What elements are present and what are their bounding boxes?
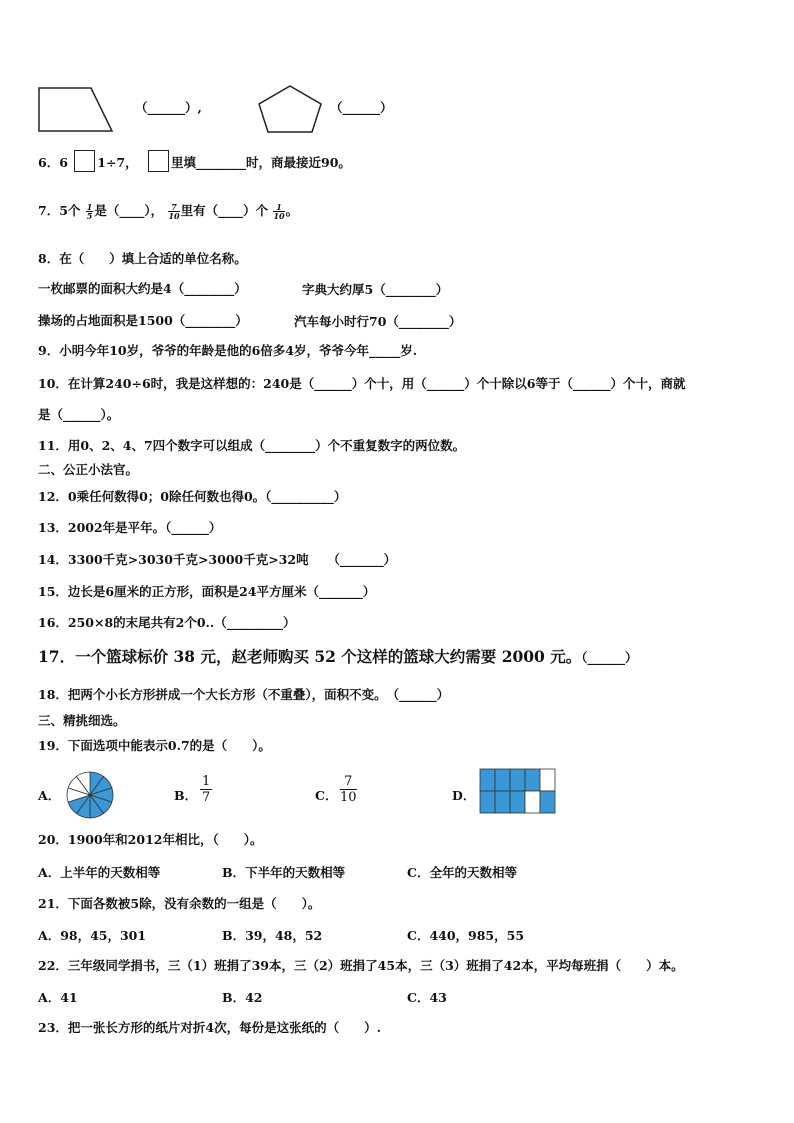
- option-b-label: B．: [174, 788, 198, 803]
- grid-cell: [525, 769, 540, 791]
- question-19: 19．下面选项中能表示0.7的是（ ）。: [38, 738, 271, 753]
- q22-option-b[interactable]: B．42: [222, 990, 263, 1005]
- grid-cell: [510, 791, 525, 813]
- section-heading-3: 三、精挑细选。: [38, 713, 126, 728]
- question-23: 23．把一张长方形的纸片对折4次，每份是这张纸的（ ）.: [38, 1020, 381, 1035]
- question-8: 8．在（ ）填上合适的单位名称。: [38, 251, 247, 266]
- pie-circle-figure: [64, 769, 116, 821]
- question-7: 7．5个 $\frac{1}{5}$ 是（____）， $\frac{7}{10}$ 里有（____）个 $\frac{1}{10}$ 。: [38, 202, 299, 221]
- grid-cell: [540, 769, 555, 791]
- question-21: 21．下面各数被5除，没有余数的一组是（ ）。: [38, 896, 321, 911]
- grid-cell: [495, 769, 510, 791]
- q5-blank-1: （______）,: [135, 100, 202, 115]
- grid-cell: [480, 791, 495, 813]
- q8-item-c: 操场的占地面积是1500（________）: [38, 313, 248, 328]
- grid-cell: [525, 791, 540, 813]
- grid-cell: [480, 769, 495, 791]
- empty-box: [148, 150, 169, 172]
- question-12: 12．0乘任何数得0；0除任何数也得0。（__________）: [38, 489, 347, 504]
- q8-item-b: 字典大约厚5（________）: [302, 282, 449, 297]
- fraction: $\frac{7}{10}$: [168, 202, 180, 221]
- question-6: 6．6 1÷7， 里填________时，商最接近90。: [38, 150, 351, 172]
- grid-cell: [510, 769, 525, 791]
- question-16: 16．250×8的末尾共有2个0..（_________）: [38, 615, 296, 630]
- question-10-line-1: 10．在计算240÷6时，我是这样想的：240是（______）个十，用（______）个十除以6等于（______）个十，商就: [38, 376, 686, 391]
- question-10-line-2: 是（______）。: [38, 407, 120, 422]
- section-heading-2: 二、公正小法官。: [38, 462, 139, 477]
- q21-option-a[interactable]: A．98，45，301: [38, 928, 147, 943]
- q8-item-d: 汽车每小时行70（________）: [294, 314, 462, 329]
- q22-option-c[interactable]: C．43: [407, 990, 447, 1005]
- fraction-one-seventh: 1 7: [202, 774, 211, 805]
- q20-option-c[interactable]: C．全年的天数相等: [407, 865, 517, 880]
- trapezoid-shape: [36, 86, 116, 134]
- question-9: 9．小明今年10岁，爷爷的年龄是他的6倍多4岁，爷爷今年_____岁.: [38, 343, 418, 358]
- fraction: $\frac{1}{5}$: [86, 202, 93, 221]
- q22-option-a[interactable]: A．41: [38, 990, 78, 1005]
- question-11: 11．用0、2、4、7四个数字可以组成（________）个不重复数字的两位数。: [38, 438, 466, 453]
- grid-figure: [479, 768, 559, 816]
- fraction: $\frac{1}{10}$: [273, 202, 285, 221]
- question-17: 17．一个篮球标价 38 元，赵老师购买 52 个这样的篮球大约需要 2000 元。（______）: [38, 647, 638, 666]
- question-20: 20．1900年和2012年相比，（ ）。: [38, 832, 263, 847]
- fraction-seven-tenths: 7 10: [340, 774, 357, 805]
- q21-option-c[interactable]: C．440，985，55: [407, 928, 525, 943]
- option-d-label: D．: [452, 788, 476, 803]
- grid-cell: [540, 791, 555, 813]
- option-a-label: A．: [38, 788, 61, 803]
- empty-box: [74, 150, 95, 172]
- grid-cell: [495, 791, 510, 813]
- question-14: 14．3300千克>3030千克>3000千克>32吨 （_______）: [38, 552, 397, 567]
- option-c-label: C．: [315, 788, 338, 803]
- q21-option-b[interactable]: B．39，48，52: [222, 928, 323, 943]
- question-15: 15．边长是6厘米的正方形，面积是24平方厘米（_______）: [38, 584, 376, 599]
- question-13: 13．2002年是平年。（______）: [38, 520, 222, 535]
- pentagon-shape: [256, 84, 324, 134]
- question-18: 18．把两个小长方形拼成一个大长方形（不重叠），面积不变。 （______）: [38, 687, 450, 702]
- q20-option-a[interactable]: A．上半年的天数相等: [38, 865, 161, 880]
- q20-option-b[interactable]: B．下半年的天数相等: [222, 865, 346, 880]
- question-22: 22．三年级同学捐书，三（1）班捐了39本，三（2）班捐了45本，三（3）班捐了42本，平均每班捐（ ）本。: [38, 958, 684, 973]
- q8-item-a: 一枚邮票的面积大约是4（________）: [38, 281, 247, 296]
- q5-blank-2: （______）: [330, 100, 393, 115]
